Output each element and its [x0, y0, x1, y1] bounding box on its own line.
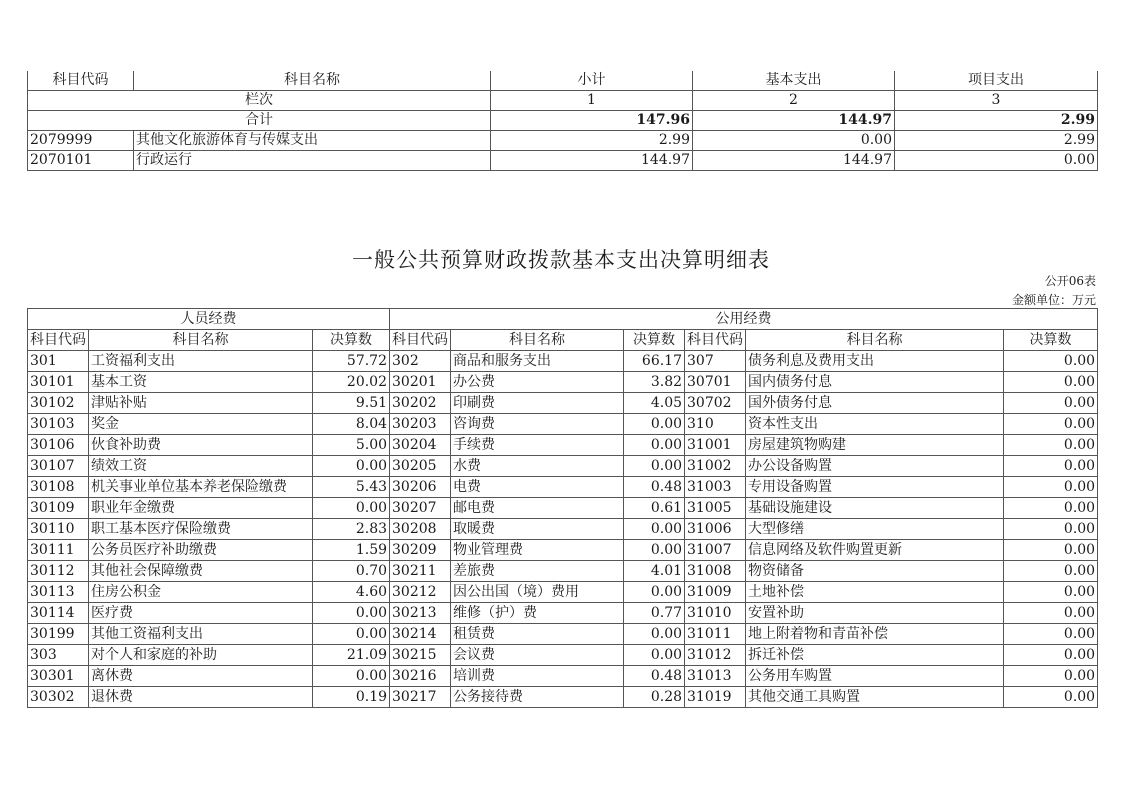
public-name: 物资储备 [746, 561, 1004, 582]
public-amount: 0.00 [1004, 351, 1098, 372]
public-code: 31005 [685, 498, 746, 519]
public-code: 30212 [390, 582, 451, 603]
public-code: 31007 [685, 540, 746, 561]
public-code: 31011 [685, 624, 746, 645]
public-name: 其他交通工具购置 [746, 687, 1004, 708]
subject-code: 2070101 [28, 151, 134, 171]
table-row [28, 477, 1098, 498]
public-code: 30202 [390, 393, 451, 414]
personnel-amount: 2.83 [313, 519, 390, 540]
page-title: 一般公共预算财政拨款基本支出决算明细表 [352, 248, 770, 272]
table-row [28, 372, 1098, 393]
public-amount: 0.00 [1004, 456, 1098, 477]
header-subject-code: 科目代码 [28, 71, 134, 91]
public-code: 31006 [685, 519, 746, 540]
public-name: 基础设施建设 [746, 498, 1004, 519]
personnel-code: 30112 [28, 561, 89, 582]
public-name: 房屋建筑物购建 [746, 435, 1004, 456]
table-row [28, 151, 1098, 171]
personnel-amount: 0.00 [313, 498, 390, 519]
table-row [28, 561, 1098, 582]
public-name: 地上附着物和青苗补偿 [746, 624, 1004, 645]
col-amount: 决算数 [1004, 330, 1098, 351]
basic-expenditure-detail-table [27, 308, 1098, 708]
col-subject-code: 科目代码 [390, 330, 451, 351]
col-subject-name: 科目名称 [89, 330, 313, 351]
total-label: 合计 [28, 111, 491, 131]
personnel-amount: 9.51 [313, 393, 390, 414]
personnel-code: 30107 [28, 456, 89, 477]
total-row [28, 111, 1098, 131]
public-code: 30215 [390, 645, 451, 666]
personnel-amount: 0.00 [313, 666, 390, 687]
header-subtotal: 小计 [491, 71, 693, 91]
public-code: 30211 [390, 561, 451, 582]
column-number: 3 [895, 91, 1098, 111]
header-subject-name: 科目名称 [134, 71, 491, 91]
public-name: 大型修缮 [746, 519, 1004, 540]
public-name: 信息网络及软件购置更新 [746, 540, 1004, 561]
public-code: 30214 [390, 624, 451, 645]
public-code: 30217 [390, 687, 451, 708]
personnel-code: 30101 [28, 372, 89, 393]
personnel-amount: 5.00 [313, 435, 390, 456]
public-name: 商品和服务支出 [451, 351, 624, 372]
personnel-code: 30114 [28, 603, 89, 624]
personnel-code: 303 [28, 645, 89, 666]
personnel-amount: 0.19 [313, 687, 390, 708]
public-amount: 0.00 [1004, 477, 1098, 498]
public-amount: 0.61 [624, 498, 685, 519]
public-name: 邮电费 [451, 498, 624, 519]
public-name: 国内债务付息 [746, 372, 1004, 393]
public-amount: 0.00 [624, 414, 685, 435]
personnel-amount: 0.00 [313, 624, 390, 645]
public-amount: 3.82 [624, 372, 685, 393]
col-subject-name: 科目名称 [451, 330, 624, 351]
project-value: 0.00 [895, 151, 1098, 171]
personnel-amount: 8.04 [313, 414, 390, 435]
column-number: 2 [693, 91, 895, 111]
subject-code: 2079999 [28, 131, 134, 151]
public-amount: 0.00 [1004, 372, 1098, 393]
public-amount: 0.77 [624, 603, 685, 624]
table-row [28, 666, 1098, 687]
personnel-code: 30109 [28, 498, 89, 519]
personnel-code: 30111 [28, 540, 89, 561]
col-amount: 决算数 [313, 330, 390, 351]
table-row [28, 624, 1098, 645]
public-amount: 4.01 [624, 561, 685, 582]
public-code: 30201 [390, 372, 451, 393]
public-amount: 0.00 [1004, 603, 1098, 624]
public-code: 30702 [685, 393, 746, 414]
table-row [28, 498, 1098, 519]
personnel-name: 退休费 [89, 687, 313, 708]
table-row [28, 645, 1098, 666]
public-name: 专用设备购置 [746, 477, 1004, 498]
table-row [28, 540, 1098, 561]
public-code: 31008 [685, 561, 746, 582]
top-header-row [28, 71, 1098, 91]
personnel-code: 30301 [28, 666, 89, 687]
public-code: 30213 [390, 603, 451, 624]
top-expenditure-table [27, 71, 1098, 171]
public-name: 培训费 [451, 666, 624, 687]
public-amount: 0.00 [1004, 561, 1098, 582]
column-header-row [28, 330, 1098, 351]
public-code: 31019 [685, 687, 746, 708]
personnel-code: 30106 [28, 435, 89, 456]
subtotal-value: 144.97 [491, 151, 693, 171]
public-amount: 0.00 [1004, 582, 1098, 603]
public-name: 印刷费 [451, 393, 624, 414]
public-code: 31003 [685, 477, 746, 498]
subject-name: 行政运行 [134, 151, 491, 171]
personnel-name: 离休费 [89, 666, 313, 687]
group-personnel-header: 人员经费 [28, 309, 390, 330]
personnel-amount: 0.00 [313, 456, 390, 477]
project-value: 2.99 [895, 131, 1098, 151]
public-name: 国外债务付息 [746, 393, 1004, 414]
public-name: 差旅费 [451, 561, 624, 582]
public-amount: 0.00 [624, 519, 685, 540]
public-name: 会议费 [451, 645, 624, 666]
personnel-amount: 5.43 [313, 477, 390, 498]
public-code: 31001 [685, 435, 746, 456]
public-code: 31012 [685, 645, 746, 666]
subject-name: 其他文化旅游体育与传媒支出 [134, 131, 491, 151]
personnel-name: 对个人和家庭的补助 [89, 645, 313, 666]
public-name: 安置补助 [746, 603, 1004, 624]
personnel-name: 工资福利支出 [89, 351, 313, 372]
public-amount: 0.00 [1004, 519, 1098, 540]
public-amount: 0.00 [1004, 498, 1098, 519]
public-name: 电费 [451, 477, 624, 498]
personnel-code: 30110 [28, 519, 89, 540]
public-amount: 0.48 [624, 666, 685, 687]
public-code: 302 [390, 351, 451, 372]
group-public-header: 公用经费 [390, 309, 1098, 330]
public-code: 31013 [685, 666, 746, 687]
table-row [28, 414, 1098, 435]
personnel-amount: 0.70 [313, 561, 390, 582]
public-amount: 0.00 [1004, 393, 1098, 414]
table-row [28, 687, 1098, 708]
header-project-expenditure: 项目支出 [895, 71, 1098, 91]
public-code: 30204 [390, 435, 451, 456]
personnel-name: 奖金 [89, 414, 313, 435]
personnel-amount: 20.02 [313, 372, 390, 393]
public-amount: 0.28 [624, 687, 685, 708]
public-amount: 0.00 [1004, 687, 1098, 708]
public-name: 资本性支出 [746, 414, 1004, 435]
public-name: 取暖费 [451, 519, 624, 540]
col-amount: 决算数 [624, 330, 685, 351]
public-amount: 0.00 [1004, 435, 1098, 456]
public-code: 30209 [390, 540, 451, 561]
public-code: 30701 [685, 372, 746, 393]
table-row [28, 582, 1098, 603]
personnel-name: 职工基本医疗保险缴费 [89, 519, 313, 540]
public-code: 31002 [685, 456, 746, 477]
public-name: 维修（护）费 [451, 603, 624, 624]
personnel-amount: 21.09 [313, 645, 390, 666]
public-code: 30206 [390, 477, 451, 498]
personnel-amount: 4.60 [313, 582, 390, 603]
personnel-name: 公务员医疗补助缴费 [89, 540, 313, 561]
public-amount: 0.00 [1004, 624, 1098, 645]
public-code: 31009 [685, 582, 746, 603]
table-row [28, 393, 1098, 414]
amount-unit: 金额单位：万元 [1011, 293, 1096, 307]
public-code: 30208 [390, 519, 451, 540]
personnel-name: 医疗费 [89, 603, 313, 624]
table-row [28, 519, 1098, 540]
personnel-code: 30108 [28, 477, 89, 498]
personnel-code: 30103 [28, 414, 89, 435]
total-subtotal: 147.96 [491, 111, 693, 131]
public-name: 债务利息及费用支出 [746, 351, 1004, 372]
public-name: 公务用车购置 [746, 666, 1004, 687]
public-amount: 0.00 [624, 624, 685, 645]
public-amount: 0.00 [1004, 540, 1098, 561]
table-row [28, 456, 1098, 477]
public-amount: 0.00 [624, 540, 685, 561]
public-amount: 0.00 [624, 435, 685, 456]
column-index-label: 栏次 [28, 91, 491, 111]
group-header-row [28, 309, 1098, 330]
personnel-amount: 0.00 [313, 603, 390, 624]
public-amount: 0.48 [624, 477, 685, 498]
public-name: 办公设备购置 [746, 456, 1004, 477]
public-name: 办公费 [451, 372, 624, 393]
public-name: 因公出国（境）费用 [451, 582, 624, 603]
public-code: 30207 [390, 498, 451, 519]
public-code: 30205 [390, 456, 451, 477]
col-subject-code: 科目代码 [685, 330, 746, 351]
public-name: 咨询费 [451, 414, 624, 435]
personnel-name: 绩效工资 [89, 456, 313, 477]
personnel-name: 其他工资福利支出 [89, 624, 313, 645]
public-code: 30216 [390, 666, 451, 687]
col-subject-code: 科目代码 [28, 330, 89, 351]
form-number: 公开06表 [1044, 274, 1096, 288]
personnel-name: 伙食补助费 [89, 435, 313, 456]
public-amount: 0.00 [624, 582, 685, 603]
personnel-name: 机关事业单位基本养老保险缴费 [89, 477, 313, 498]
header-basic-expenditure: 基本支出 [693, 71, 895, 91]
table-row [28, 351, 1098, 372]
public-amount: 66.17 [624, 351, 685, 372]
personnel-amount: 57.72 [313, 351, 390, 372]
public-amount: 0.00 [1004, 645, 1098, 666]
public-code: 30203 [390, 414, 451, 435]
public-name: 公务接待费 [451, 687, 624, 708]
personnel-name: 津贴补贴 [89, 393, 313, 414]
public-name: 土地补偿 [746, 582, 1004, 603]
basic-value: 0.00 [693, 131, 895, 151]
personnel-code: 30113 [28, 582, 89, 603]
column-index-row [28, 91, 1098, 111]
personnel-code: 30302 [28, 687, 89, 708]
public-amount: 4.05 [624, 393, 685, 414]
public-name: 拆迁补偿 [746, 645, 1004, 666]
public-name: 手续费 [451, 435, 624, 456]
public-amount: 0.00 [624, 645, 685, 666]
public-name: 水费 [451, 456, 624, 477]
public-amount: 0.00 [1004, 666, 1098, 687]
column-number: 1 [491, 91, 693, 111]
personnel-name: 职业年金缴费 [89, 498, 313, 519]
subtotal-value: 2.99 [491, 131, 693, 151]
personnel-name: 住房公积金 [89, 582, 313, 603]
table-row [28, 435, 1098, 456]
table-row [28, 603, 1098, 624]
personnel-code: 30102 [28, 393, 89, 414]
public-amount: 0.00 [1004, 414, 1098, 435]
total-project: 2.99 [895, 111, 1098, 131]
public-amount: 0.00 [624, 456, 685, 477]
public-code: 310 [685, 414, 746, 435]
col-subject-name: 科目名称 [746, 330, 1004, 351]
personnel-code: 30199 [28, 624, 89, 645]
personnel-amount: 1.59 [313, 540, 390, 561]
public-code: 31010 [685, 603, 746, 624]
table-row [28, 131, 1098, 151]
basic-value: 144.97 [693, 151, 895, 171]
personnel-name: 基本工资 [89, 372, 313, 393]
public-name: 租赁费 [451, 624, 624, 645]
personnel-code: 301 [28, 351, 89, 372]
personnel-name: 其他社会保障缴费 [89, 561, 313, 582]
total-basic: 144.97 [693, 111, 895, 131]
public-name: 物业管理费 [451, 540, 624, 561]
public-code: 307 [685, 351, 746, 372]
